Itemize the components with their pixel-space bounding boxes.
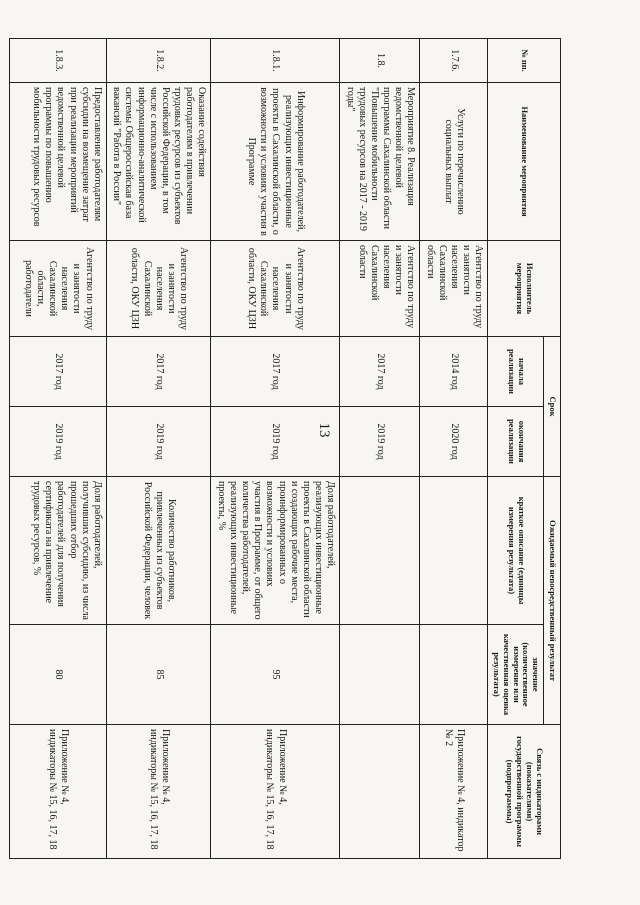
term-end: 2019 год — [340, 407, 420, 477]
header-expected-result: Ожидаемый непосредственный результат — [544, 477, 561, 725]
row-number: 1.8.2. — [106, 39, 211, 83]
result-value: 95 — [211, 625, 340, 725]
header-activity-name: Наименование мероприятия — [488, 83, 561, 241]
result-value: 85 — [106, 625, 211, 725]
page-number: 13 — [316, 422, 332, 438]
activity-name: Оказание содействия работодателям в привлечении трудовых ресурсов из субъектов Российской Федерации, в том числе с использованием информационно-аналитической системы Общероссийская база вакансий "Работа в России" — [106, 83, 211, 241]
table-row — [340, 39, 420, 859]
activity-name: Услуги по перечислению социальных выплат — [420, 83, 488, 241]
term-end: 2019 год — [211, 407, 340, 477]
row-number: 1.8.1. — [211, 39, 340, 83]
executor: Агентство по труду и занятости населения Сахалинской области, работодатели — [9, 241, 106, 337]
result-description — [340, 477, 420, 625]
header-row-1 — [544, 39, 561, 859]
header-executor: Исполнитель мероприятия — [488, 241, 561, 337]
activity-name: Информирование работодателей, реализующих инвестиционные проекты в Сахалинской области, о возможности и условиях участия в Программе — [211, 83, 340, 241]
header-result-value: значение (количественное измерение или качественная оценка результата) — [488, 625, 544, 725]
executor: Агентство по труду и занятости населения Сахалинской области — [420, 241, 488, 337]
term-start: 2017 год — [9, 337, 106, 407]
table-row — [106, 39, 211, 859]
header-term-end: окончания реализации — [488, 407, 544, 477]
executor: Агентство по труду и занятости населения Сахалинской области, ОКУ ЦЗН — [211, 241, 340, 337]
executor: Агентство по труду и занятости населения Сахалинской области — [340, 241, 420, 337]
activity-name: Мероприятие 8. Реализация ведомственной целевой программы Сахалинской области "Повышение мобильности трудовых ресурсов на 2017 - 2019 годы" — [340, 83, 420, 241]
result-description: Доля работодателей, реализующих инвестиционные проекты в Сахалинской области и создающих рабочие места, проинформированных о возможности и условиях участия в Программе, от общего количества работодателей, реализующих инвестиционные проекты, % — [211, 477, 340, 625]
executor: Агентство по труду и занятости населения Сахалинской области, ОКУ ЦЗН — [106, 241, 211, 337]
header-term: Срок — [544, 337, 561, 477]
header-number: № пп. — [488, 39, 561, 83]
header-term-start: начала реализации — [488, 337, 544, 407]
table-row — [420, 39, 488, 859]
term-start: 2017 год — [106, 337, 211, 407]
result-value — [340, 625, 420, 725]
result-value: 80 — [9, 625, 106, 725]
table-row — [9, 39, 106, 859]
result-description: Количество работников, привлеченных из субъектов Российской Федерации, человек — [106, 477, 211, 625]
indicator-link: Приложение № 4, индикаторы № 15, 16, 17, 18 — [106, 725, 211, 859]
result-description: Доля работодателей, получивших субсидию, из числа прошедших отбор работодателей для получения сертификата на привлечение трудовых ресурсов, % — [9, 477, 106, 625]
term-start: 2017 год — [211, 337, 340, 407]
indicator-link: Приложение № 4, индикаторы № 15, 16, 17, 18 — [211, 725, 340, 859]
term-end: 2019 год — [9, 407, 106, 477]
row-number: 1.7.6. — [420, 39, 488, 83]
term-end: 2020 год — [420, 407, 488, 477]
row-number: 1.8.3. — [9, 39, 106, 83]
term-end: 2019 год — [106, 407, 211, 477]
row-number: 1.8. — [340, 39, 420, 83]
result-description — [420, 477, 488, 625]
program-activities-table — [9, 38, 561, 859]
header-indicator-link: Связь с индикаторами (показателями) государственной программы (подпрограммы) — [488, 725, 561, 859]
header-result-description: краткое описание (единицы измерения результата) — [488, 477, 544, 625]
indicator-link: Приложение № 4, индикаторы № 15, 16, 17, 18 — [9, 725, 106, 859]
term-start: 2017 год — [340, 337, 420, 407]
term-start: 2014 год — [420, 337, 488, 407]
result-value — [420, 625, 488, 725]
activity-name: Предоставление работодателям субсидии на возмещение затрат при реализации мероприятий ведомственной целевой программы по повышению мобильности трудовых ресурсов — [9, 83, 106, 241]
table-row — [211, 39, 340, 859]
program-table-wrapper — [22, 38, 561, 858]
indicator-link: Приложение № 4, индикатор № 2 — [420, 725, 488, 859]
indicator-link — [340, 725, 420, 859]
